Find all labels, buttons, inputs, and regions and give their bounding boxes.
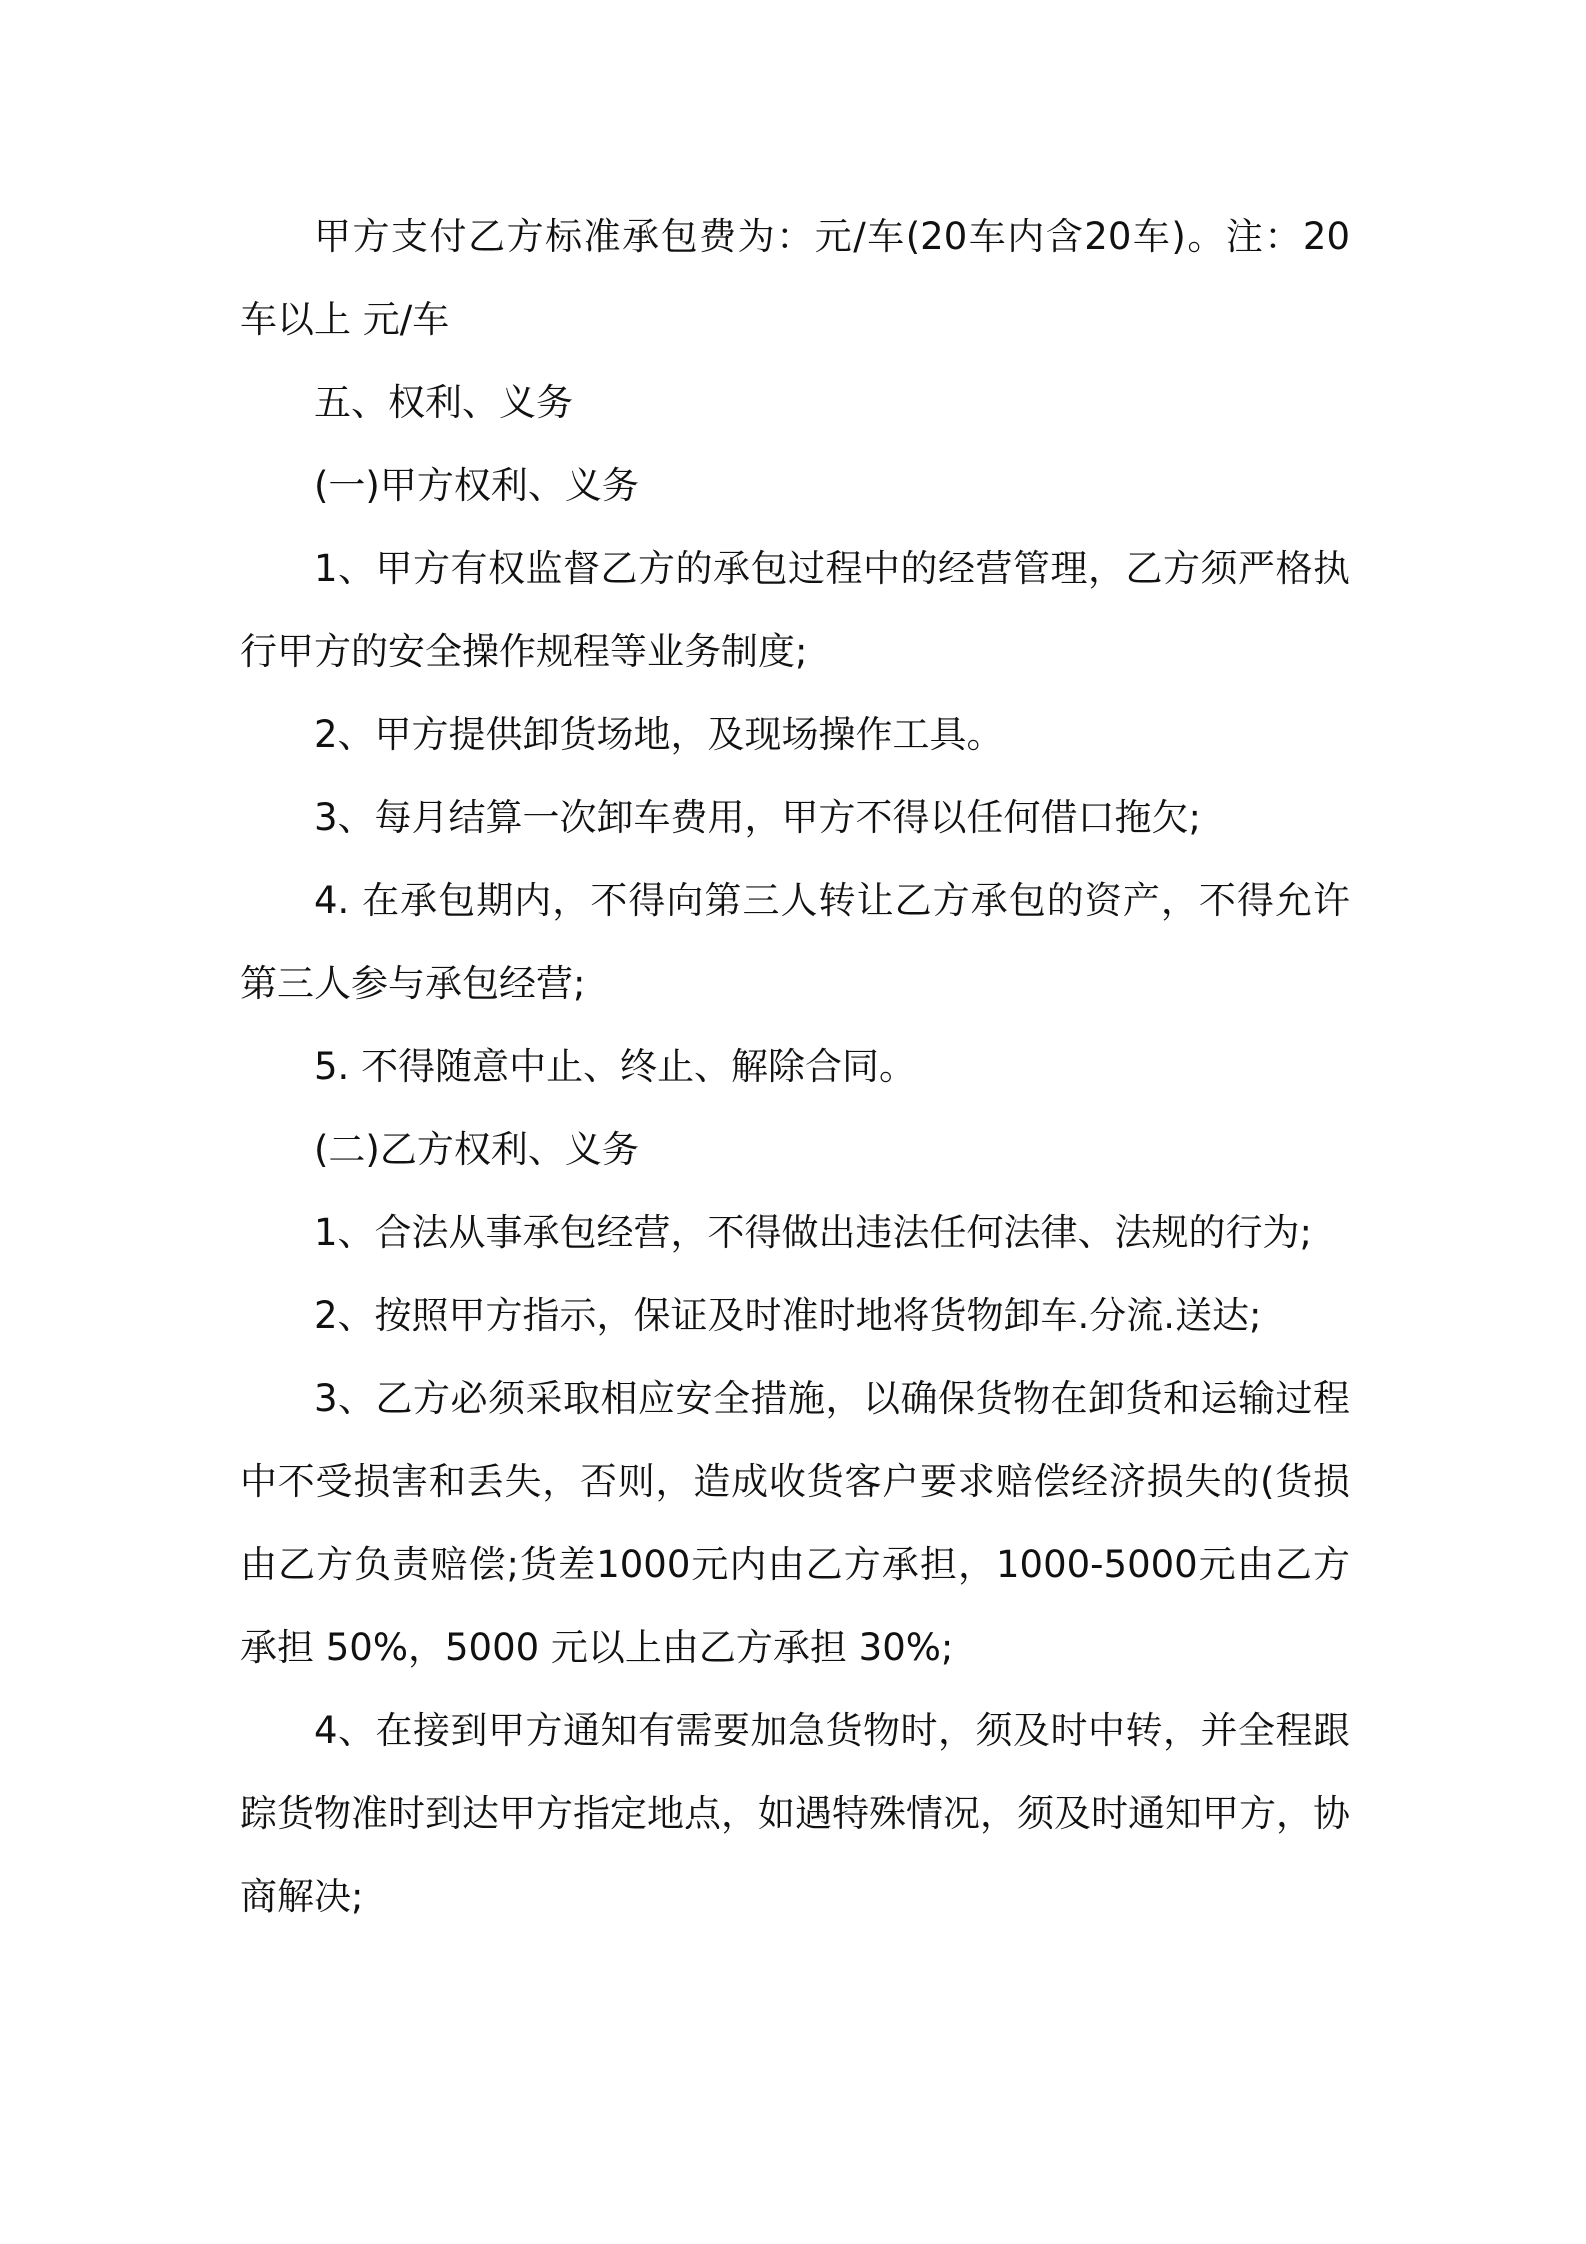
section-heading-rights-obligations: 五、权利、义务 (314, 381, 573, 424)
party-a-clause-2: 2、甲方提供卸货场地，及现场操作工具。 (314, 713, 1004, 756)
party-a-clause-5: 5. 不得随意中止、终止、解除合同。 (314, 1045, 917, 1088)
fee-paragraph: 甲方支付乙方标准承包费为：元/车(20车内含20车)。注：20 车以上 元/车 (240, 215, 1350, 341)
party-b-clause-3: 3、乙方必须采取相应安全措施，以确保货物在卸货和运输过程中不受损害和丢失，否则，造成收货客户要求赔偿经济损失的(货损由乙方负责赔偿;货差1000元内由乙方承担，1000-5000元由乙方承担 50%，5000 元以上由乙方承担 30%; (240, 1377, 1350, 1669)
party-a-clause-3: 3、每月结算一次卸车费用，甲方不得以任何借口拖欠; (314, 796, 1202, 839)
party-b-clause-4: 4、在接到甲方通知有需要加急货物时，须及时中转，并全程跟踪货物准时到达甲方指定地点，如遇特殊情况，须及时通知甲方，协商解决; (240, 1709, 1350, 1918)
subsection-heading-party-a: (一)甲方权利、义务 (314, 464, 639, 507)
party-b-clause-2: 2、按照甲方指示，保证及时准时地将货物卸车.分流.送达; (314, 1294, 1262, 1337)
party-b-clause-1: 1、合法从事承包经营，不得做出违法任何法律、法规的行为; (314, 1211, 1313, 1254)
document-body (240, 195, 1350, 1938)
party-a-clause-1: 1、甲方有权监督乙方的承包过程中的经营管理，乙方须严格执行甲方的安全操作规程等业务制度; (240, 547, 1350, 673)
party-a-clause-4: 4. 在承包期内，不得向第三人转让乙方承包的资产，不得允许第三人参与承包经营; (240, 879, 1350, 1005)
subsection-heading-party-b: (二)乙方权利、义务 (314, 1128, 639, 1171)
